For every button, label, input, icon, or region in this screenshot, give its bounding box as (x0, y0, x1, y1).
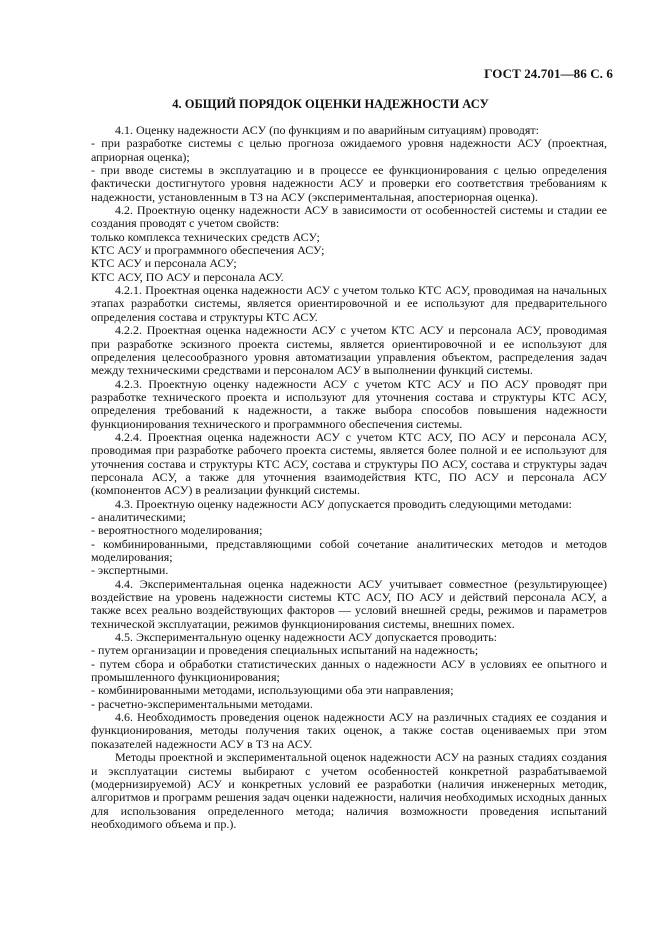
list-item: КТС АСУ и персонала АСУ; (91, 256, 237, 271)
list-item: КТС АСУ, ПО АСУ и персонала АСУ. (91, 269, 284, 284)
paragraph-4-4: 4.4. Экспериментальная оценка надежности АСУ учитывает совместное (результирующее) воздействие на уровень надежности системы КТС АСУ, ПО АСУ и действий персонала АСУ, а также всех реально воздействующих факторов — условий внешней среды, режимов и параметров технической эксплуатации, режимов функционирования системы, внешних помех. (91, 576, 607, 631)
paragraph-4-6: 4.6. Необходимость проведения оценок надежности АСУ на различных стадиях ее создания и функционирования, методы получения таких оценок, а также состав оцениваемых при этом показателей надежности АСУ в ТЗ на АСУ. (91, 710, 607, 751)
paragraph-4-1: 4.1. Оценку надежности АСУ (по функциям и по аварийным ситуациям) проводят: (115, 123, 539, 137)
section-body (91, 124, 607, 831)
list-item: - при вводе системы в эксплуатацию и в процессе ее функционирования с целью определения фактически достигнутого уровня надежности АСУ и проверки его соответствия требованиям к надежности, установленным в ТЗ на АСУ (экспериментальная, апостериорная оценка). (91, 163, 607, 204)
list-item: - экспертными. (91, 563, 169, 578)
list-item: - комбинированными, представляющими собой сочетание аналитических методов и методов моделирования; (91, 536, 607, 564)
paragraph-4-2-4: 4.2.4. Проектная оценка надежности АСУ с учетом КТС АСУ, ПО АСУ и персонала АСУ, проводимая при разработке рабочего проекта системы, является более полной и ее используют для уточнения состава и структуры КТС АСУ, состава и структуры ПО АСУ, состава и структуры задач персонала АСУ, а также для уточнения взаимодействия КТС, ПО АСУ и персонала АСУ (компонентов АСУ) в реализации функций системы. (91, 429, 607, 498)
section-title: 4. ОБЩИЙ ПОРЯДОК ОЦЕНКИ НАДЕЖНОСТИ АСУ (172, 97, 489, 111)
list-item: только комплекса технических средств АСУ; (91, 229, 320, 244)
paragraph-4-2-2: 4.2.2. Проектная оценка надежности АСУ с учетом КТС АСУ и персонала АСУ, проводимая при разработке эскизного проекта системы, является ориентировочной и ее используют для определения целесообразного уровня автоматизации управления объектом, распределения задач между техническими средствами и персоналом АСУ в выполнении функций системы. (91, 323, 607, 378)
paragraph-4-2: 4.2. Проектную оценку надежности АСУ в зависимости от особенностей системы и стадии ее создания проводят с учетом свойств: (91, 203, 607, 231)
list-item: - путем организации и проведения специальных испытаний на надежность; (91, 643, 479, 658)
paragraph-4-5: 4.5. Экспериментальную оценку надежности АСУ допускается проводить: (115, 630, 498, 645)
paragraph-4-2-3: 4.2.3. Проектную оценку надежности АСУ с учетом КТС АСУ и ПО АСУ проводят при разработке технического проекта и используют для уточнения состава и структуры КТС АСУ, определения требований к надежности, а также выбора способов повышения надежности функционирования технического и программного обеспечения системы. (91, 376, 607, 431)
list-item: - комбинированными методами, использующими оба эти направления; (91, 683, 454, 698)
page-header-doc-ref: ГОСТ 24.701—86 С. 6 (484, 66, 613, 81)
list-item: - вероятностного моделирования; (91, 523, 263, 538)
list-item: - расчетно-экспериментальными методами. (91, 696, 313, 711)
paragraph-4-3: 4.3. Проектную оценку надежности АСУ допускается проводить следующими методами: (115, 496, 572, 511)
list-item: - путем сбора и обработки статистических данных о надежности АСУ в условиях ее опытного и промышленного функционирования; (91, 656, 607, 685)
list-item: КТС АСУ и программного обеспечения АСУ; (91, 243, 325, 258)
list-item: - при разработке системы с целью прогноза ожидаемого уровня надежности АСУ (проектная, априорная оценка); (91, 136, 607, 164)
list-item: - аналитическими; (91, 509, 186, 524)
paragraph-methods: Методы проектной и экспериментальной оценок надежности АСУ на разных стадиях создания и эксплуатации системы выбирают с учетом особенностей конкретной разрабатываемой (модернизируемой) АСУ и конкретных условий ее разработки (наличия инженерных методик, алгоритмов и программ решения задач оценки надежности, наличия необходимых исходных данных для использования определенного метода; наличия возможности проведения испытаний необходимого объема и пр.). (91, 750, 607, 831)
paragraph-4-2-1: 4.2.1. Проектная оценка надежности АСУ с учетом только КТС АСУ, проводимая на начальных этапах разработки системы, является ориентировочной и ее используют для предварительного определения состава и структуры КТС АСУ. (91, 283, 607, 324)
